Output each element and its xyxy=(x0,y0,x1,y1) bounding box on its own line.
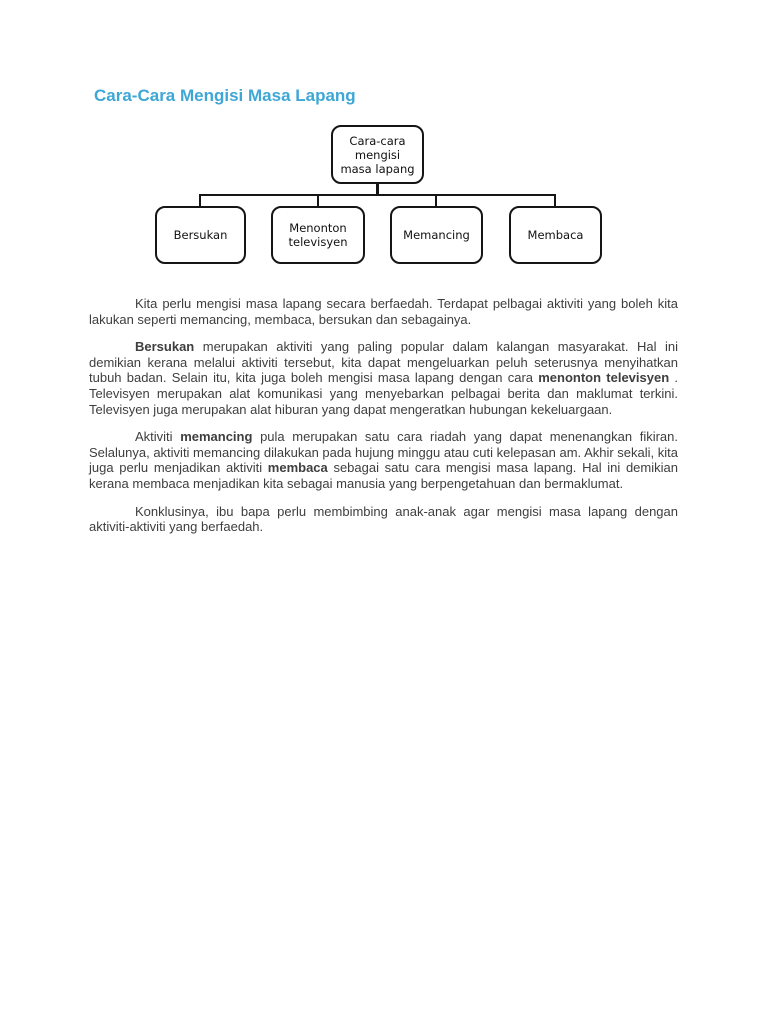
flowchart-node-label: Menonton televisyen xyxy=(288,221,348,249)
essay-body xyxy=(89,296,678,547)
text-run: sebagai satu cara mengisi masa lapang. Hal ini demikian kerana membaca menjadikan kita sebagai manusia yang berpengetahuan dan bermaklumat. xyxy=(89,460,678,491)
flowchart-root-node xyxy=(331,125,424,184)
text-run: pula merupakan satu cara riadah yang dapat menenangkan fikiran. Selalunya, aktiviti memancing dilakukan pada hujung minggu atau cuti kelepasan am. Akhir sekali, kita juga perlu menjadikan aktiviti xyxy=(89,429,679,476)
document-title: Cara-Cara Mengisi Masa Lapang xyxy=(94,86,356,105)
paragraph-conclusion xyxy=(89,504,678,535)
flowchart-node-label: Memancing xyxy=(403,228,470,242)
flowchart-root-label: Cara-cara mengisi masa lapang xyxy=(340,133,415,176)
flowchart-node-membaca xyxy=(509,206,602,264)
flowchart-node-label: Bersukan xyxy=(173,228,228,242)
text-run: memancing xyxy=(180,429,253,445)
flowchart-node-menonton-televisyen xyxy=(271,206,365,264)
text-run: . Televisyen merupakan alat komunikasi yang menyebarkan pelbagai berita dan maklumat terkini. Televisyen juga merupakan alat hiburan yang dapat mengeratkan hubungan kekeluargaan. xyxy=(89,370,678,417)
connector-line xyxy=(199,194,556,196)
flowchart-node-label: Membaca xyxy=(527,228,584,242)
flowchart-node-bersukan xyxy=(155,206,246,264)
paragraph-intro xyxy=(89,296,678,327)
text-run: merupakan aktiviti yang paling popular dalam kalangan masyarakat. Hal ini demikian kerana melalui aktiviti tersebut, kita dapat mengeluarkan peluh seterusnya menyihatkan tubuh badan. Selain itu, kita juga boleh mengisi masa lapang dengan cara xyxy=(89,339,678,386)
paragraph-bersukan-televisyen xyxy=(89,339,678,417)
flowchart-node-memancing xyxy=(390,206,483,264)
text-run: membaca xyxy=(267,460,328,476)
flowchart xyxy=(0,0,768,280)
text-run: Kita perlu mengisi masa lapang secara berfaedah. Terdapat pelbagai aktiviti yang boleh kita lakukan seperti memancing, membaca, bersukan dan sebagainya. xyxy=(89,296,678,327)
text-run: Aktiviti xyxy=(135,429,181,445)
text-run: menonton televisyen xyxy=(538,370,670,386)
text-run: Konklusinya, ibu bapa perlu membimbing anak-anak agar mengisi masa lapang dengan aktiviti-aktiviti yang berfaedah. xyxy=(89,503,678,535)
text-run: Bersukan xyxy=(135,339,195,355)
paragraph-memancing-membaca xyxy=(89,429,678,491)
